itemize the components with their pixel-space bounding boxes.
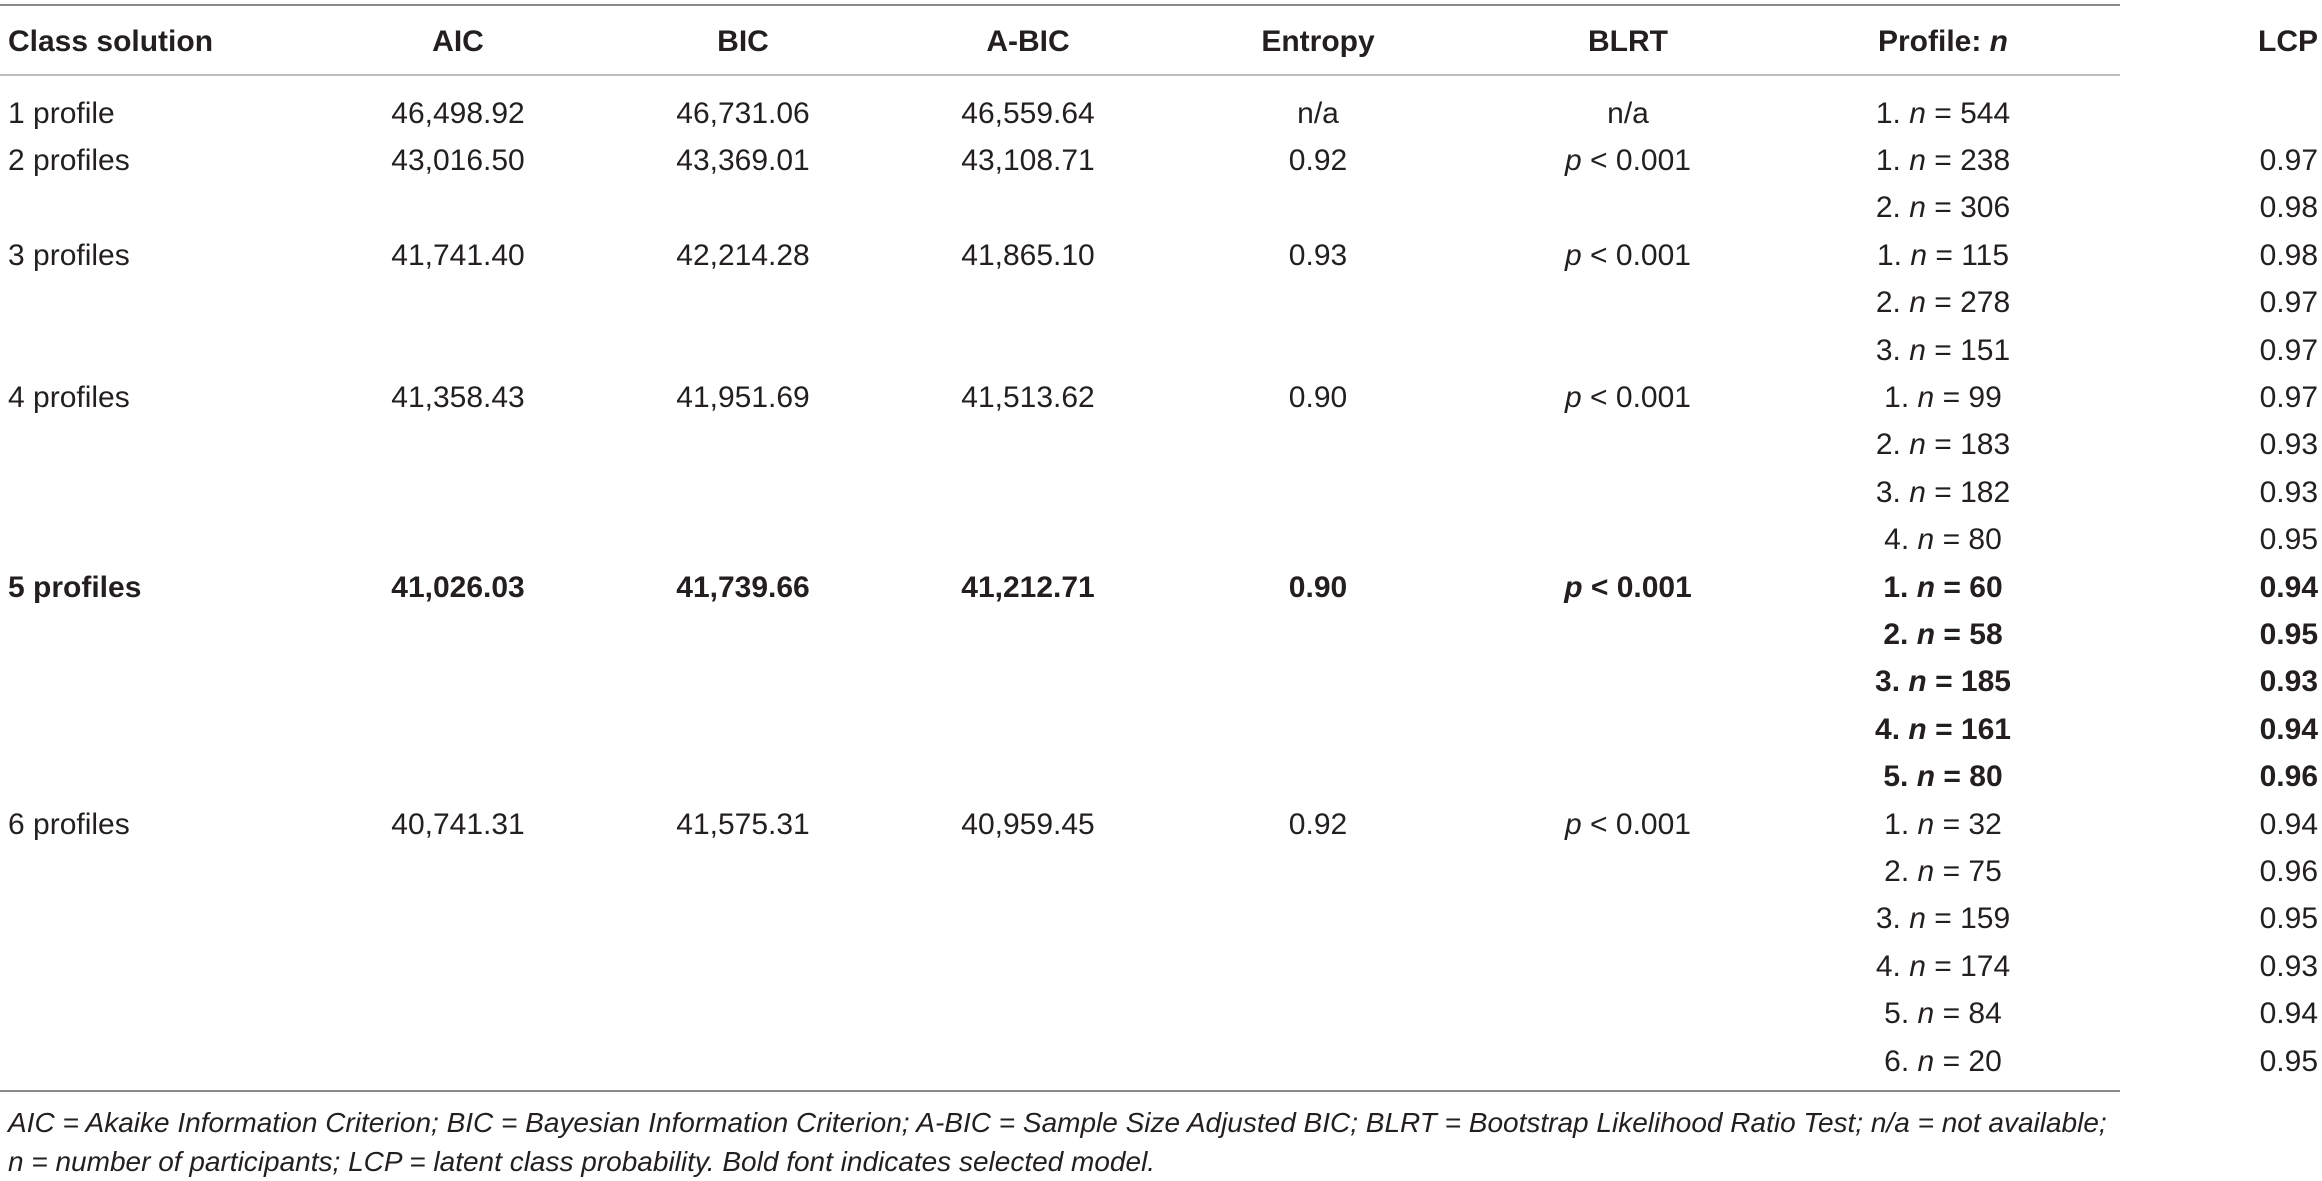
header-lcp: LCP [2258, 25, 2318, 58]
n-symbol: n [1909, 902, 1926, 936]
n-symbol: n [1908, 712, 1927, 746]
profile-number: 5. [1883, 760, 1909, 794]
cell-profile [1778, 137, 2108, 184]
cell-abic: 41,865.10 [961, 238, 1095, 272]
cell-profile [1778, 1038, 2108, 1085]
cell-abic: 41,212.71 [961, 570, 1095, 604]
cell-blrt [1478, 232, 1778, 279]
cell-profile [1778, 280, 2108, 327]
cell-blrt [1478, 896, 1778, 943]
cell-profile [1778, 706, 2108, 753]
n-symbol: n [1917, 381, 1935, 415]
cell-profile [1778, 327, 2108, 374]
cell-class-solution [0, 280, 328, 327]
cell-profile [1778, 753, 2108, 800]
cell-aic [328, 185, 588, 232]
cell-profile [1778, 659, 2108, 706]
cell-abic [898, 896, 1158, 943]
blrt-value: < 0.001 [1590, 238, 1691, 272]
header-blrt: BLRT [1588, 25, 1668, 58]
cell-abic [898, 517, 1158, 564]
profile-number: 3. [1875, 475, 1901, 509]
profile-count: = 238 [1934, 144, 2011, 178]
profile-number: 5. [1884, 997, 1910, 1031]
header-profile [1778, 6, 2108, 76]
table-row [0, 517, 2322, 564]
n-symbol: n [1917, 523, 1935, 557]
n-symbol: n [1916, 760, 1936, 794]
cell-abic [898, 469, 1158, 516]
n-symbol: n [1909, 96, 1926, 130]
cell-class-solution: 6 profiles [8, 807, 130, 841]
cell-abic [898, 611, 1158, 658]
cell-aic [328, 327, 588, 374]
cell-aic [328, 469, 588, 516]
table-row [0, 1038, 2322, 1085]
cell-class-solution [0, 848, 328, 895]
cell-lcp: 0.94 [2259, 712, 2318, 746]
cell-lcp: 0.94 [2259, 807, 2318, 841]
cell-aic [328, 280, 588, 327]
n-symbol: n [1909, 286, 1926, 320]
header-aic: AIC [432, 25, 484, 58]
cell-blrt: n/a [1607, 96, 1649, 130]
cell-bic [588, 848, 898, 895]
cell-aic [328, 659, 588, 706]
n-symbol: n [1909, 144, 1926, 178]
cell-entropy [1158, 659, 1478, 706]
profile-number: 4. [1875, 949, 1901, 983]
cell-blrt [1478, 374, 1778, 421]
cell-abic [898, 280, 1158, 327]
cell-blrt [1478, 280, 1778, 327]
profile-number: 4. [1875, 712, 1901, 746]
table-row [0, 137, 2322, 184]
profile-count: = 183 [1934, 428, 2011, 462]
cell-class-solution [0, 659, 328, 706]
cell-lcp: 0.98 [2259, 238, 2318, 272]
cell-lcp: 0.94 [2259, 570, 2318, 604]
table-row [0, 706, 2322, 753]
cell-abic: 43,108.71 [961, 144, 1095, 178]
cell-class-solution [0, 517, 328, 564]
cell-profile [1778, 517, 2108, 564]
cell-class-solution [0, 753, 328, 800]
cell-entropy [1158, 185, 1478, 232]
table-row [0, 611, 2322, 658]
n-symbol: n [1909, 428, 1926, 462]
table-body [0, 76, 2322, 1085]
p-symbol: p [1565, 238, 1582, 272]
cell-aic: 46,498.92 [391, 96, 525, 130]
cell-blrt [1478, 848, 1778, 895]
cell-lcp: 0.95 [2259, 523, 2318, 557]
table-row [0, 422, 2322, 469]
cell-lcp: 0.97 [2259, 144, 2318, 178]
table-footnote [8, 1103, 2118, 1181]
n-symbol: n [1910, 238, 1928, 272]
p-symbol: p [1564, 570, 1583, 604]
cell-abic [898, 659, 1158, 706]
cell-profile [1778, 848, 2108, 895]
table-row [0, 469, 2322, 516]
cell-blrt [1478, 137, 1778, 184]
cell-class-solution [0, 706, 328, 753]
cell-lcp: 0.96 [2259, 854, 2318, 888]
cell-entropy [1158, 517, 1478, 564]
cell-blrt [1478, 185, 1778, 232]
cell-aic [328, 1038, 588, 1085]
cell-entropy [1158, 611, 1478, 658]
n-symbol: n [1916, 617, 1936, 651]
table-row [0, 896, 2322, 943]
cell-profile [1778, 801, 2108, 848]
profile-number: 1. [1875, 144, 1901, 178]
cell-bic [588, 517, 898, 564]
cell-bic [588, 422, 898, 469]
cell-entropy [1158, 280, 1478, 327]
n-symbol: n [1909, 191, 1926, 225]
profile-number: 1. [1884, 381, 1910, 415]
header-class-solution: Class solution [8, 25, 214, 58]
cell-lcp: 0.97 [2259, 381, 2318, 415]
cell-bic [588, 896, 898, 943]
cell-class-solution: 5 profiles [8, 570, 142, 604]
cell-entropy [1158, 990, 1478, 1037]
cell-lcp: 0.95 [2259, 902, 2318, 936]
cell-entropy [1158, 1038, 1478, 1085]
cell-aic [328, 896, 588, 943]
cell-class-solution [0, 422, 328, 469]
table-row [0, 232, 2322, 279]
cell-abic: 40,959.45 [961, 807, 1095, 841]
cell-lcp: 0.98 [2259, 191, 2318, 225]
cell-aic [328, 517, 588, 564]
cell-profile [1778, 990, 2108, 1037]
cell-blrt [1478, 422, 1778, 469]
profile-number: 1. [1883, 570, 1909, 604]
profile-number: 1. [1876, 238, 1902, 272]
cell-bic [588, 611, 898, 658]
cell-blrt [1478, 990, 1778, 1037]
profile-count: = 75 [1942, 854, 2002, 888]
profile-number: 1. [1884, 807, 1910, 841]
cell-bic [588, 327, 898, 374]
cell-class-solution [0, 943, 328, 990]
profile-count: = 20 [1942, 1044, 2002, 1078]
footnote-line-2: n = number of participants; LCP = latent class probability. Bold font indicates selected model. [8, 1146, 1156, 1177]
cell-bic: 46,731.06 [676, 96, 810, 130]
cell-profile [1778, 374, 2108, 421]
table-row [0, 280, 2322, 327]
profile-count: = 185 [1935, 665, 2011, 699]
cell-class-solution [0, 896, 328, 943]
cell-entropy: n/a [1297, 96, 1339, 130]
profile-count: = 80 [1943, 760, 2003, 794]
profile-count: = 32 [1942, 807, 2002, 841]
profile-count: = 159 [1934, 902, 2011, 936]
cell-entropy [1158, 848, 1478, 895]
cell-profile [1778, 422, 2108, 469]
profile-count: = 58 [1943, 617, 2003, 651]
blrt-value: < 0.001 [1590, 381, 1691, 415]
header-entropy: Entropy [1261, 25, 1375, 58]
cell-class-solution: 2 profiles [8, 144, 130, 178]
cell-abic [898, 185, 1158, 232]
header-bic: BIC [717, 25, 769, 58]
cell-entropy: 0.92 [1288, 807, 1348, 841]
cell-aic: 41,358.43 [391, 381, 525, 415]
n-symbol: n [1917, 854, 1935, 888]
profile-count: = 84 [1942, 997, 2002, 1031]
cell-blrt [1478, 801, 1778, 848]
cell-aic: 41,026.03 [391, 570, 525, 604]
cell-bic [588, 706, 898, 753]
n-symbol: n [1909, 949, 1926, 983]
cell-abic [898, 848, 1158, 895]
cell-blrt [1478, 659, 1778, 706]
header-row [0, 6, 2322, 76]
cell-profile [1778, 232, 2108, 279]
profile-count: = 151 [1934, 333, 2011, 367]
blrt-value: < 0.001 [1590, 570, 1692, 604]
cell-blrt [1478, 611, 1778, 658]
profile-count: = 161 [1935, 712, 2011, 746]
cell-bic [588, 659, 898, 706]
table-row [0, 564, 2322, 611]
cell-abic [898, 753, 1158, 800]
n-symbol: n [1909, 475, 1926, 509]
cell-entropy [1158, 706, 1478, 753]
cell-profile [1778, 76, 2108, 137]
cell-class-solution: 4 profiles [8, 381, 130, 415]
p-symbol: p [1565, 381, 1582, 415]
cell-abic: 46,559.64 [961, 96, 1095, 130]
cell-entropy [1158, 469, 1478, 516]
cell-bic [588, 990, 898, 1037]
header-profile-label: Profile: [1877, 25, 1990, 58]
table-row [0, 848, 2322, 895]
table-row [0, 327, 2322, 374]
cell-profile [1778, 896, 2108, 943]
table-row [0, 76, 2322, 137]
cell-aic: 40,741.31 [391, 807, 525, 841]
bottom-rule [0, 1090, 2120, 1092]
cell-entropy: 0.92 [1288, 144, 1348, 178]
profile-number: 3. [1875, 902, 1901, 936]
cell-bic [588, 943, 898, 990]
profile-count: = 99 [1942, 381, 2002, 415]
cell-lcp [2108, 76, 2322, 137]
profile-count: = 80 [1942, 523, 2002, 557]
cell-lcp: 0.95 [2259, 1044, 2318, 1078]
cell-bic [588, 753, 898, 800]
cell-blrt [1478, 1038, 1778, 1085]
cell-class-solution [0, 990, 328, 1037]
cell-class-solution [0, 1038, 328, 1085]
cell-lcp: 0.93 [2259, 665, 2318, 699]
cell-aic [328, 753, 588, 800]
cell-aic [328, 611, 588, 658]
p-symbol: p [1565, 144, 1582, 178]
cell-blrt [1478, 564, 1778, 611]
cell-bic: 42,214.28 [676, 238, 810, 272]
profile-count: = 60 [1943, 570, 2003, 604]
table-row [0, 185, 2322, 232]
cell-entropy: 0.90 [1288, 570, 1348, 604]
cell-blrt [1478, 753, 1778, 800]
cell-entropy [1158, 422, 1478, 469]
n-symbol: n [1917, 1044, 1935, 1078]
header-abic: A-BIC [986, 25, 1070, 58]
cell-class-solution [0, 469, 328, 516]
cell-entropy [1158, 753, 1478, 800]
footnote-line-1: AIC = Akaike Information Criterion; BIC = Bayesian Information Criterion; A-BIC = Sample Size Adjusted BIC; BLRT = Bootstrap Likelihood Ratio Test; n/a = not available; [8, 1107, 2107, 1138]
cell-lcp: 0.93 [2259, 428, 2318, 462]
cell-bic: 41,951.69 [676, 381, 810, 415]
cell-lcp: 0.95 [2259, 617, 2318, 651]
table-row [0, 801, 2322, 848]
n-symbol: n [1909, 333, 1926, 367]
model-fit-table [0, 6, 2322, 1085]
cell-class-solution: 1 profile [8, 96, 115, 130]
cell-abic [898, 990, 1158, 1037]
cell-abic [898, 327, 1158, 374]
cell-bic [588, 280, 898, 327]
cell-entropy: 0.90 [1288, 381, 1348, 415]
table-row [0, 990, 2322, 1037]
profile-count: = 115 [1935, 238, 2010, 272]
cell-bic [588, 1038, 898, 1085]
cell-bic: 41,575.31 [676, 807, 810, 841]
cell-class-solution [0, 185, 328, 232]
profile-number: 2. [1875, 428, 1901, 462]
table-row [0, 943, 2322, 990]
cell-lcp: 0.93 [2259, 475, 2318, 509]
p-symbol: p [1565, 807, 1582, 841]
cell-class-solution [0, 611, 328, 658]
n-symbol: n [1917, 807, 1935, 841]
cell-lcp: 0.93 [2259, 949, 2318, 983]
header-profile-n: n [1989, 25, 2008, 58]
cell-blrt [1478, 943, 1778, 990]
blrt-value: < 0.001 [1590, 144, 1691, 178]
profile-number: 2. [1875, 286, 1901, 320]
profile-count: = 306 [1934, 191, 2011, 225]
cell-profile [1778, 564, 2108, 611]
profile-number: 3. [1875, 333, 1901, 367]
cell-entropy [1158, 943, 1478, 990]
cell-blrt [1478, 706, 1778, 753]
profile-number: 4. [1884, 523, 1910, 557]
cell-profile [1778, 185, 2108, 232]
profile-number: 2. [1884, 854, 1910, 888]
n-symbol: n [1916, 570, 1936, 604]
n-symbol: n [1917, 997, 1935, 1031]
table-row [0, 659, 2322, 706]
cell-profile [1778, 943, 2108, 990]
cell-lcp: 0.97 [2259, 333, 2318, 367]
cell-abic [898, 943, 1158, 990]
cell-aic [328, 848, 588, 895]
table-row [0, 753, 2322, 800]
cell-lcp: 0.97 [2259, 286, 2318, 320]
profile-number: 2. [1875, 191, 1901, 225]
cell-abic: 41,513.62 [961, 381, 1095, 415]
cell-bic: 41,739.66 [676, 570, 810, 604]
cell-profile [1778, 469, 2108, 516]
cell-abic [898, 422, 1158, 469]
cell-blrt [1478, 469, 1778, 516]
profile-number: 2. [1883, 617, 1909, 651]
cell-aic: 41,741.40 [391, 238, 525, 272]
table-row [0, 374, 2322, 421]
cell-class-solution [0, 327, 328, 374]
profile-count: = 174 [1934, 949, 2011, 983]
cell-bic: 43,369.01 [676, 144, 810, 178]
blrt-value: < 0.001 [1590, 807, 1691, 841]
cell-entropy: 0.93 [1288, 238, 1348, 272]
profile-number: 1. [1875, 96, 1901, 130]
profile-number: 6. [1884, 1044, 1910, 1078]
cell-entropy [1158, 327, 1478, 374]
profile-count: = 182 [1934, 475, 2011, 509]
cell-bic [588, 185, 898, 232]
cell-blrt [1478, 517, 1778, 564]
cell-profile [1778, 611, 2108, 658]
cell-aic [328, 943, 588, 990]
n-symbol: n [1908, 665, 1927, 699]
cell-aic [328, 706, 588, 753]
cell-lcp: 0.94 [2259, 997, 2318, 1031]
profile-count: = 544 [1934, 96, 2011, 130]
cell-abic [898, 706, 1158, 753]
cell-bic [588, 469, 898, 516]
profile-count: = 278 [1934, 286, 2011, 320]
profile-number: 3. [1875, 665, 1901, 699]
cell-lcp: 0.96 [2259, 760, 2318, 794]
cell-aic: 43,016.50 [391, 144, 525, 178]
cell-blrt [1478, 327, 1778, 374]
cell-aic [328, 422, 588, 469]
cell-aic [328, 990, 588, 1037]
cell-abic [898, 1038, 1158, 1085]
cell-entropy [1158, 896, 1478, 943]
cell-class-solution: 3 profiles [8, 238, 130, 272]
